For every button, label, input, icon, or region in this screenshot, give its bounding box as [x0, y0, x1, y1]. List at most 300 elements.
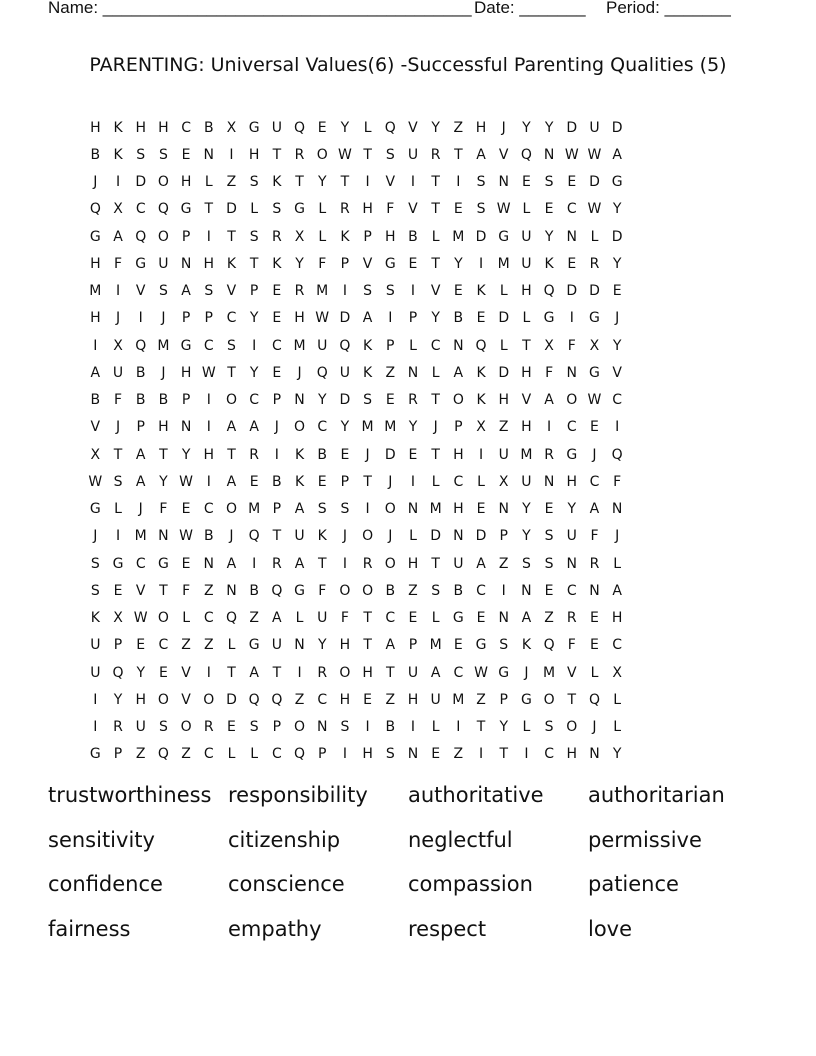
- grid-letter: E: [408, 255, 418, 272]
- grid-letter: F: [159, 501, 168, 518]
- grid-letter: K: [90, 610, 100, 627]
- grid-letter: C: [203, 501, 214, 518]
- grid-letter: Q: [611, 446, 623, 463]
- grid-letter: L: [590, 664, 599, 681]
- grid-letter: C: [158, 637, 169, 654]
- grid-letter: A: [544, 392, 554, 409]
- grid-letter: H: [339, 637, 351, 654]
- grid-letter: T: [431, 174, 440, 191]
- grid-row: [84, 332, 744, 359]
- grid-letter: I: [615, 419, 620, 436]
- grid-letter: Q: [316, 364, 328, 381]
- grid-letter: R: [203, 719, 214, 736]
- grid-letter: E: [272, 310, 282, 327]
- grid-row: [84, 278, 744, 305]
- grid-letter: M: [429, 501, 442, 518]
- grid-letter: P: [317, 746, 327, 763]
- grid-letter: C: [612, 392, 623, 409]
- grid-letter: I: [206, 392, 211, 409]
- grid-letter: S: [544, 555, 554, 572]
- grid-letter: S: [544, 174, 554, 191]
- grid-letter: C: [203, 337, 214, 354]
- grid-letter: P: [499, 528, 508, 545]
- grid-letter: U: [135, 719, 146, 736]
- grid-letter: M: [89, 283, 102, 300]
- word-list-item: compassion: [408, 872, 533, 897]
- grid-letter: Y: [181, 446, 191, 463]
- grid-letter: H: [180, 174, 192, 191]
- grid-letter: V: [362, 255, 373, 272]
- grid-letter: O: [157, 610, 169, 627]
- grid-letter: V: [408, 119, 418, 136]
- grid-letter: E: [181, 555, 191, 572]
- word-list-item: authoritative: [408, 783, 544, 807]
- page-title: PARENTING: Universal Values(6) -Successful Parenting Qualities (5): [89, 54, 727, 76]
- grid-letter: F: [386, 201, 395, 218]
- grid-letter: T: [499, 746, 508, 763]
- word-list-item: citizenship: [228, 827, 341, 852]
- grid-letter: H: [135, 691, 146, 708]
- grid-letter: Q: [135, 337, 147, 354]
- grid-letter: E: [181, 146, 191, 163]
- grid-letter: N: [498, 174, 509, 191]
- grid-letter: A: [589, 501, 600, 518]
- grid-letter: K: [476, 364, 486, 381]
- grid-letter: P: [408, 310, 418, 327]
- grid-letter: O: [339, 664, 351, 681]
- grid-letter: P: [272, 719, 282, 736]
- grid-letter: I: [297, 664, 302, 681]
- grid-letter: L: [522, 201, 531, 218]
- grid-letter: V: [135, 283, 146, 300]
- grid-letter: M: [497, 255, 510, 272]
- grid-letter: U: [407, 664, 419, 681]
- grid-letter: N: [566, 555, 578, 572]
- grid-letter: C: [544, 746, 554, 763]
- grid-letter: J: [342, 528, 347, 545]
- grid-letter: O: [362, 582, 374, 599]
- grid-letter: C: [317, 691, 328, 708]
- grid-letter: N: [589, 746, 600, 763]
- grid-letter: Y: [522, 528, 531, 545]
- grid-letter: A: [226, 419, 237, 436]
- grid-row: [84, 305, 744, 332]
- grid-letter: I: [206, 473, 211, 490]
- grid-letter: Z: [135, 746, 146, 763]
- grid-letter: Q: [543, 637, 555, 654]
- grid-letter: I: [274, 446, 279, 463]
- grid-letter: I: [501, 582, 506, 599]
- grid-letter: E: [317, 119, 327, 136]
- grid-letter: E: [113, 582, 123, 599]
- grid-letter: Y: [612, 201, 622, 218]
- grid-letter: J: [592, 446, 597, 463]
- grid-letter: X: [294, 228, 305, 245]
- grid-letter: S: [158, 283, 168, 300]
- grid-letter: I: [478, 746, 484, 763]
- grid-letter: X: [113, 337, 123, 354]
- grid-letter: G: [135, 255, 147, 272]
- grid-letter: P: [249, 283, 259, 300]
- grid-letter: T: [249, 255, 259, 272]
- grid-letter: S: [227, 337, 236, 354]
- grid-letter: J: [365, 446, 370, 463]
- grid-letter: T: [227, 364, 236, 381]
- grid-letter: C: [203, 746, 214, 763]
- grid-letter: Z: [453, 119, 464, 136]
- grid-letter: H: [362, 746, 373, 763]
- grid-row: [84, 741, 744, 768]
- grid-letter: J: [388, 528, 393, 545]
- grid-letter: O: [384, 501, 396, 518]
- grid-letter: E: [544, 501, 554, 518]
- grid-letter: C: [385, 610, 396, 627]
- grid-letter: G: [157, 555, 169, 572]
- grid-letter: I: [93, 719, 98, 736]
- word-list-item: empathy: [228, 916, 322, 941]
- grid-letter: Q: [248, 528, 260, 545]
- grid-letter: F: [567, 637, 576, 654]
- grid-letter: I: [206, 228, 211, 245]
- grid-letter: Q: [135, 228, 147, 245]
- grid-letter: P: [408, 637, 418, 654]
- grid-letter: K: [317, 528, 327, 545]
- grid-letter: S: [385, 146, 395, 163]
- grid-letter: S: [317, 501, 327, 518]
- grid-letter: W: [133, 610, 148, 627]
- grid-letter: I: [115, 528, 121, 545]
- grid-letter: U: [407, 146, 419, 163]
- grid-letter: Y: [612, 746, 622, 763]
- grid-letter: B: [385, 719, 396, 736]
- grid-letter: H: [90, 310, 101, 327]
- grid-letter: C: [566, 582, 577, 599]
- grid-letter: O: [203, 691, 215, 708]
- grid-letter: A: [272, 610, 282, 627]
- grid-letter: O: [452, 392, 464, 409]
- grid-letter: P: [272, 501, 282, 518]
- grid-letter: H: [521, 364, 532, 381]
- grid-letter: Q: [157, 201, 169, 218]
- grid-letter: H: [180, 364, 192, 381]
- grid-letter: W: [496, 201, 511, 218]
- grid-letter: O: [294, 419, 306, 436]
- grid-letter: E: [544, 582, 554, 599]
- word-list-item: authoritarian: [588, 783, 725, 807]
- grid-letter: N: [407, 501, 419, 518]
- grid-letter: X: [612, 664, 622, 681]
- grid-letter: T: [227, 228, 236, 245]
- grid-letter: G: [589, 364, 600, 381]
- grid-letter: T: [295, 174, 304, 191]
- grid-letter: E: [590, 610, 599, 627]
- grid-letter: E: [272, 364, 282, 381]
- grid-letter: E: [227, 719, 236, 736]
- grid-letter: A: [385, 637, 396, 654]
- grid-letter: P: [204, 310, 213, 327]
- grid-letter: W: [179, 528, 194, 545]
- grid-letter: Z: [453, 746, 464, 763]
- grid-letter: E: [408, 446, 418, 463]
- grid-letter: S: [158, 146, 168, 163]
- grid-letter: A: [453, 364, 464, 381]
- grid-letter: C: [249, 392, 260, 409]
- grid-letter: M: [384, 419, 397, 436]
- grid-letter: H: [90, 119, 101, 136]
- grid-letter: W: [587, 392, 602, 409]
- grid-letter: O: [566, 392, 578, 409]
- grid-letter: Y: [522, 501, 531, 518]
- grid-letter: Y: [317, 174, 327, 191]
- grid-letter: R: [294, 146, 305, 163]
- grid-letter: S: [385, 283, 395, 300]
- grid-letter: Z: [249, 610, 259, 627]
- grid-letter: E: [590, 419, 599, 436]
- grid-letter: L: [431, 719, 440, 736]
- grid-letter: M: [157, 337, 170, 354]
- grid-letter: N: [498, 501, 509, 518]
- grid-letter: V: [385, 174, 396, 191]
- grid-letter: M: [429, 637, 442, 654]
- grid-letter: L: [431, 610, 440, 627]
- grid-letter: J: [297, 364, 302, 381]
- grid-letter: J: [138, 501, 143, 518]
- grid-letter: M: [520, 446, 533, 463]
- grid-letter: Y: [295, 255, 304, 272]
- grid-letter: M: [293, 337, 306, 354]
- grid-letter: I: [252, 337, 257, 354]
- grid-letter: Y: [431, 310, 440, 327]
- grid-letter: E: [363, 691, 373, 708]
- grid-letter: F: [567, 337, 576, 354]
- grid-letter: C: [589, 473, 600, 490]
- grid-letter: T: [363, 637, 372, 654]
- grid-letter: N: [294, 392, 305, 409]
- grid-letter: L: [409, 337, 417, 354]
- grid-letter: I: [365, 501, 370, 518]
- grid-letter: N: [453, 528, 464, 545]
- grid-letter: C: [203, 610, 214, 627]
- grid-letter: S: [363, 392, 373, 409]
- letter-grid: [84, 114, 744, 768]
- grid-letter: Z: [408, 582, 418, 599]
- grid-row: [84, 496, 744, 523]
- grid-letter: V: [521, 392, 532, 409]
- grid-letter: Q: [157, 746, 169, 763]
- grid-letter: I: [410, 473, 416, 490]
- grid-letter: M: [452, 691, 465, 708]
- grid-letter: C: [271, 746, 282, 763]
- grid-letter: C: [430, 337, 441, 354]
- grid-letter: I: [206, 664, 211, 681]
- grid-letter: C: [476, 582, 486, 599]
- grid-letter: Q: [294, 746, 306, 763]
- grid-letter: M: [361, 419, 374, 436]
- grid-letter: S: [249, 228, 259, 245]
- grid-letter: X: [476, 419, 486, 436]
- grid-letter: J: [592, 719, 597, 736]
- grid-letter: H: [453, 501, 464, 518]
- grid-letter: W: [315, 310, 330, 327]
- grid-letter: G: [566, 446, 578, 463]
- grid-letter: D: [339, 392, 351, 409]
- grid-letter: R: [113, 719, 123, 736]
- grid-letter: K: [521, 637, 531, 654]
- grid-letter: H: [203, 446, 215, 463]
- grid-letter: N: [294, 637, 305, 654]
- grid-letter: K: [226, 255, 237, 272]
- grid-letter: N: [543, 146, 555, 163]
- grid-row: [84, 359, 744, 386]
- grid-letter: V: [498, 146, 509, 163]
- grid-letter: H: [90, 255, 101, 272]
- grid-row: [84, 114, 744, 141]
- grid-letter: K: [113, 119, 123, 136]
- grid-letter: V: [135, 582, 146, 599]
- grid-letter: G: [248, 637, 260, 654]
- grid-letter: Z: [498, 419, 509, 436]
- grid-letter: H: [294, 310, 305, 327]
- grid-letter: T: [386, 664, 395, 681]
- grid-letter: H: [203, 255, 215, 272]
- grid-letter: O: [384, 555, 396, 572]
- grid-letter: I: [252, 555, 257, 572]
- grid-letter: T: [431, 255, 440, 272]
- grid-letter: J: [115, 419, 121, 436]
- grid-letter: I: [115, 283, 121, 300]
- grid-letter: L: [114, 501, 122, 518]
- grid-letter: Y: [249, 364, 259, 381]
- grid-letter: W: [587, 146, 602, 163]
- grid-letter: D: [498, 310, 510, 327]
- word-list-item: fairness: [48, 916, 131, 941]
- grid-letter: P: [113, 637, 123, 654]
- grid-letter: S: [158, 719, 168, 736]
- grid-letter: A: [249, 664, 259, 681]
- grid-letter: T: [159, 446, 168, 463]
- grid-letter: K: [294, 473, 305, 490]
- grid-letter: S: [249, 719, 259, 736]
- grid-letter: O: [225, 392, 237, 409]
- grid-letter: X: [498, 473, 509, 490]
- grid-letter: L: [295, 610, 304, 627]
- grid-letter: Y: [340, 419, 350, 436]
- grid-letter: A: [612, 582, 622, 599]
- grid-letter: E: [544, 201, 554, 218]
- grid-letter: A: [226, 555, 237, 572]
- grid-letter: D: [589, 283, 600, 300]
- grid-letter: Z: [181, 746, 191, 763]
- grid-letter: V: [181, 664, 191, 681]
- grid-letter: A: [249, 419, 259, 436]
- grid-letter: N: [203, 555, 215, 572]
- grid-letter: S: [340, 719, 350, 736]
- grid-letter: U: [294, 528, 305, 545]
- grid-letter: A: [113, 228, 123, 245]
- grid-letter: T: [113, 446, 123, 463]
- grid-letter: T: [227, 446, 236, 463]
- grid-letter: Y: [522, 119, 531, 136]
- grid-letter: J: [615, 528, 620, 545]
- grid-letter: T: [454, 146, 463, 163]
- grid-letter: D: [611, 228, 623, 245]
- grid-letter: T: [431, 392, 440, 409]
- word-list-item: permissive: [588, 827, 702, 852]
- grid-letter: A: [430, 664, 441, 681]
- grid-letter: P: [499, 691, 508, 708]
- grid-letter: I: [206, 419, 211, 436]
- grid-letter: D: [430, 528, 442, 545]
- grid-letter: J: [115, 310, 121, 327]
- grid-letter: Y: [612, 255, 622, 272]
- grid-letter: C: [612, 637, 623, 654]
- grid-letter: A: [521, 610, 532, 627]
- grid-letter: O: [294, 719, 306, 736]
- grid-letter: E: [340, 446, 350, 463]
- grid-letter: G: [498, 664, 510, 681]
- grid-letter: X: [113, 610, 123, 627]
- grid-letter: D: [498, 364, 510, 381]
- grid-letter: I: [93, 337, 98, 354]
- grid-letter: N: [180, 419, 192, 436]
- grid-letter: T: [204, 201, 214, 218]
- grid-letter: Q: [248, 691, 260, 708]
- grid-letter: E: [385, 392, 395, 409]
- grid-letter: L: [227, 746, 236, 763]
- grid-letter: L: [318, 228, 327, 245]
- date-field-label: Date: _______: [474, 0, 586, 17]
- grid-letter: D: [384, 446, 396, 463]
- grid-letter: S: [476, 174, 486, 191]
- grid-letter: K: [363, 364, 373, 381]
- grid-letter: H: [566, 473, 578, 490]
- grid-letter: G: [543, 310, 555, 327]
- grid-row: [84, 523, 744, 550]
- grid-letter: Q: [225, 610, 237, 627]
- grid-letter: E: [408, 610, 418, 627]
- grid-letter: Y: [249, 310, 259, 327]
- grid-letter: G: [112, 555, 124, 572]
- grid-letter: J: [161, 310, 166, 327]
- grid-letter: E: [431, 746, 441, 763]
- grid-letter: A: [181, 283, 191, 300]
- grid-letter: L: [318, 201, 327, 218]
- grid-letter: E: [249, 473, 259, 490]
- grid-letter: H: [362, 664, 373, 681]
- grid-letter: R: [430, 146, 441, 163]
- grid-letter: N: [566, 364, 578, 381]
- grid-letter: Y: [612, 337, 622, 354]
- grid-letter: N: [453, 337, 464, 354]
- grid-row: [84, 714, 744, 741]
- grid-letter: P: [363, 228, 372, 245]
- grid-row: [84, 141, 744, 168]
- grid-letter: A: [135, 473, 146, 490]
- grid-letter: L: [431, 228, 440, 245]
- grid-letter: Y: [317, 392, 327, 409]
- grid-letter: P: [272, 392, 282, 409]
- grid-letter: Q: [475, 337, 487, 354]
- grid-row: [84, 223, 744, 250]
- grid-letter: K: [272, 174, 282, 191]
- grid-letter: L: [499, 283, 508, 300]
- grid-letter: Y: [159, 473, 168, 490]
- grid-letter: U: [271, 119, 282, 136]
- grid-letter: G: [611, 174, 623, 191]
- grid-letter: K: [272, 255, 282, 272]
- grid-letter: I: [478, 255, 484, 272]
- word-list-item: patience: [588, 872, 679, 897]
